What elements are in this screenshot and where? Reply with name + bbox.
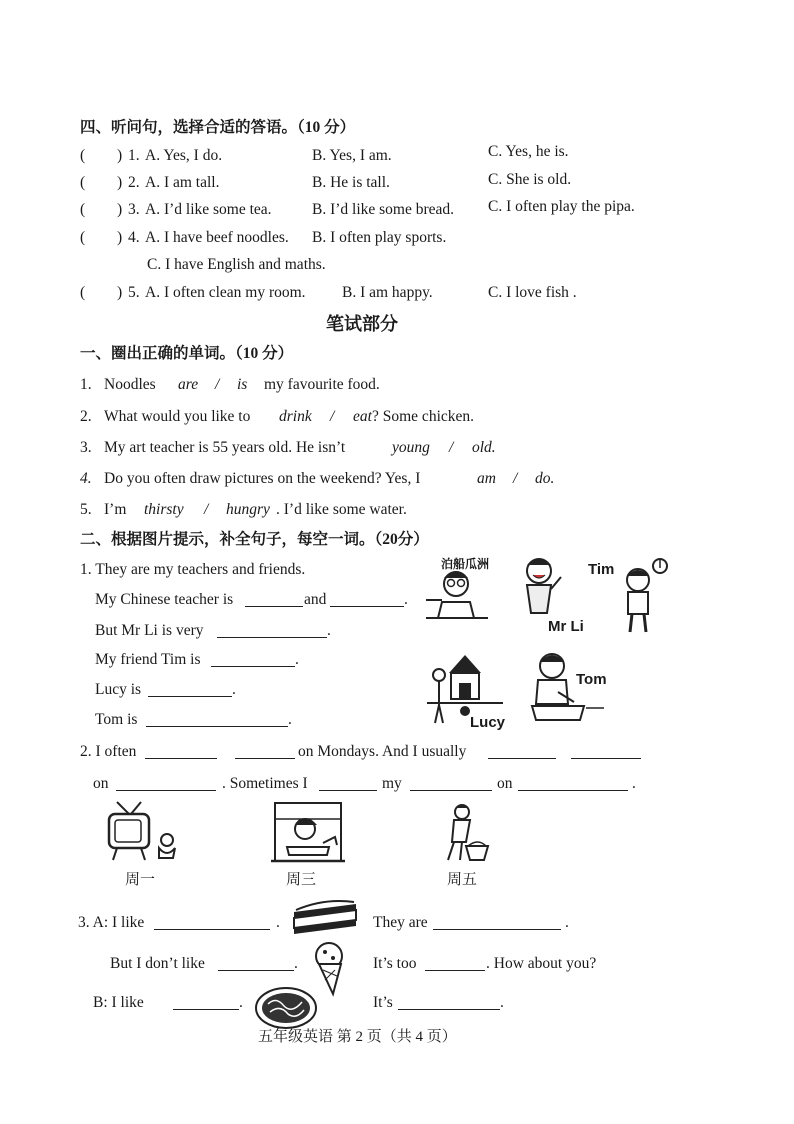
q2-line-text: . Sometimes I — [222, 775, 308, 792]
option-a: A. Yes, I do. — [145, 147, 223, 164]
option-c: C. I love fish . — [488, 284, 577, 301]
q2-line-end: . — [632, 775, 636, 792]
option-b: B. I’d like some bread. — [312, 201, 455, 218]
option-b: B. I am happy. — [342, 284, 433, 301]
answer-paren-open: ( — [80, 284, 86, 301]
sentence-start: What would you like to — [104, 408, 251, 425]
q2-line-text: 2. I often — [80, 743, 137, 760]
word-option-1[interactable]: are — [178, 376, 199, 393]
option-separator: / — [513, 470, 518, 487]
q1-line-end: . — [327, 622, 331, 639]
lucy-label: Lucy — [470, 714, 506, 731]
q1-line-text: and — [304, 591, 327, 608]
q2-line-text: on Mondays. And I usually — [298, 743, 467, 760]
q1-line-end: . — [232, 681, 236, 698]
answer-blank[interactable] — [330, 592, 404, 607]
noodles-plate-picture — [254, 984, 320, 1032]
q1-line-end: . — [404, 591, 408, 608]
q3-line-text: B: I like — [93, 994, 144, 1011]
option-a: A. I have beef noodles. — [145, 229, 289, 246]
option-b: B. Yes, I am. — [312, 147, 392, 164]
q1-line-text: Tom is — [95, 711, 138, 728]
answer-paren-close[interactable]: ) — [117, 284, 123, 301]
tim-label: Tim — [588, 561, 615, 578]
answer-paren-close[interactable]: ) — [117, 147, 123, 164]
tom-label: Tom — [576, 671, 607, 688]
item-number: 3. — [80, 439, 92, 456]
item-number: 5. — [128, 284, 140, 301]
written-section-title: 笔试部分 — [326, 314, 398, 334]
answer-blank[interactable] — [148, 682, 232, 697]
option-c: C. Yes, he is. — [488, 143, 569, 160]
option-b: B. He is tall. — [312, 174, 390, 191]
answer-paren-close[interactable]: ) — [117, 201, 123, 218]
word-option-2[interactable]: eat — [353, 408, 372, 425]
item-number: 1. — [128, 147, 140, 164]
item-number: 4. — [80, 470, 92, 487]
answer-paren-open: ( — [80, 229, 86, 246]
q3-line-text: It’s — [373, 994, 393, 1011]
page-footer: 五年级英语 第 2 页（共 4 页） — [258, 1029, 457, 1045]
q3-line-text: They are — [373, 914, 428, 931]
answer-blank[interactable] — [425, 956, 485, 971]
option-separator: / — [449, 439, 454, 456]
q2-line-text: on — [93, 775, 109, 792]
answer-blank[interactable] — [154, 915, 270, 930]
answer-blank[interactable] — [235, 744, 295, 759]
item-number: 2. — [128, 174, 140, 191]
tim-picture — [612, 556, 676, 636]
section2-heading: 二、根据图片提示，补全句子，每空一词。（20分） — [80, 531, 429, 548]
item-number: 5. — [80, 501, 92, 518]
day-label-wednesday: 周三 — [286, 872, 317, 888]
answer-blank[interactable] — [245, 592, 303, 607]
q3-line-text: . How about you? — [486, 955, 597, 972]
q1-line-end: . — [288, 711, 292, 728]
option-a: A. I’d like some tea. — [145, 201, 272, 218]
word-option-2[interactable]: hungry — [226, 501, 270, 518]
sandwich-picture — [290, 896, 360, 936]
answer-blank[interactable] — [518, 776, 628, 791]
item-number: 4. — [128, 229, 140, 246]
answer-blank[interactable] — [410, 776, 492, 791]
option-separator: / — [204, 501, 209, 518]
answer-blank[interactable] — [146, 712, 288, 727]
answer-paren-open: ( — [80, 174, 86, 191]
q3-line-end: . — [565, 914, 569, 931]
answer-blank[interactable] — [433, 915, 561, 930]
word-option-1[interactable]: drink — [279, 408, 312, 425]
answer-blank[interactable] — [116, 776, 216, 791]
poem-sign-label: 泊船瓜洲 — [441, 557, 490, 571]
sentence-start: Do you often draw pictures on the weekend? Yes, I — [104, 470, 421, 487]
answer-blank[interactable] — [218, 956, 294, 971]
option-c: C. She is old. — [488, 171, 572, 188]
q3-line-text: . — [294, 955, 298, 972]
item-number: 3. — [128, 201, 140, 218]
q1-line-text: But Mr Li is very — [95, 622, 204, 639]
answer-blank[interactable] — [145, 744, 217, 759]
q3-line-end: . — [500, 994, 504, 1011]
option-b: B. I often play sports. — [312, 229, 447, 246]
answer-paren-open: ( — [80, 147, 86, 164]
answer-paren-open: ( — [80, 201, 86, 218]
q1-intro: 1. They are my teachers and friends. — [80, 561, 306, 578]
reading-book-picture — [271, 799, 347, 867]
day-label-friday: 周五 — [447, 872, 478, 888]
q3-line-text: . — [276, 914, 280, 931]
answer-paren-close[interactable]: ) — [117, 229, 123, 246]
word-option-1[interactable]: am — [477, 470, 496, 487]
q1-line-text: My Chinese teacher is — [95, 591, 234, 608]
sentence-end: . I’d like some water. — [276, 501, 407, 518]
q3-line-text: It’s too — [373, 955, 417, 972]
answer-blank[interactable] — [173, 995, 239, 1010]
watching-tv-picture — [103, 800, 183, 866]
word-option-2[interactable]: old. — [472, 439, 496, 456]
answer-blank[interactable] — [571, 744, 641, 759]
q1-line-text: Lucy is — [95, 681, 142, 698]
q3-line-text: But I don’t like — [110, 955, 205, 972]
answer-blank[interactable] — [217, 623, 327, 638]
sentence-start: I’m — [104, 501, 127, 518]
answer-blank[interactable] — [211, 652, 295, 667]
mr-li-label: Mr Li — [548, 618, 584, 635]
word-option-1[interactable]: young — [392, 439, 430, 456]
word-option-2[interactable]: do. — [535, 470, 555, 487]
answer-paren-close[interactable]: ) — [117, 174, 123, 191]
item-number: 2. — [80, 408, 92, 425]
q1-line-end: . — [295, 651, 299, 668]
sentence-start: Noodles — [104, 376, 156, 393]
sentence-start: My art teacher is 55 years old. He isn’t — [104, 439, 346, 456]
q3-line-text: . — [239, 994, 243, 1011]
item-number: 1. — [80, 376, 92, 393]
sentence-end: my favourite food. — [264, 376, 380, 393]
option-separator: / — [215, 376, 220, 393]
day-label-monday: 周一 — [125, 872, 156, 888]
listening-heading: 四、听问句，选择合适的答语。（10 分） — [80, 119, 356, 136]
option-c: C. I have English and maths. — [147, 256, 326, 273]
q2-line-text: on — [497, 775, 513, 792]
word-option-1[interactable]: thirsty — [144, 501, 184, 518]
answer-blank[interactable] — [319, 776, 377, 791]
word-option-2[interactable]: is — [237, 376, 248, 393]
washing-clothes-picture — [436, 802, 492, 866]
q2-line-text: my — [382, 775, 402, 792]
option-separator: / — [330, 408, 335, 425]
option-a: A. I am tall. — [145, 174, 220, 191]
q3-line-text: 3. A: I like — [78, 914, 145, 931]
section1-heading: 一、圈出正确的单词。（10 分） — [80, 345, 294, 362]
answer-blank[interactable] — [488, 744, 556, 759]
option-c: C. I often play the pipa. — [488, 198, 635, 215]
answer-blank[interactable] — [398, 995, 500, 1010]
q1-line-text: My friend Tim is — [95, 651, 201, 668]
sentence-end: ? Some chicken. — [372, 408, 475, 425]
option-a: A. I often clean my room. — [145, 284, 306, 301]
mr-li-picture — [517, 553, 565, 621]
